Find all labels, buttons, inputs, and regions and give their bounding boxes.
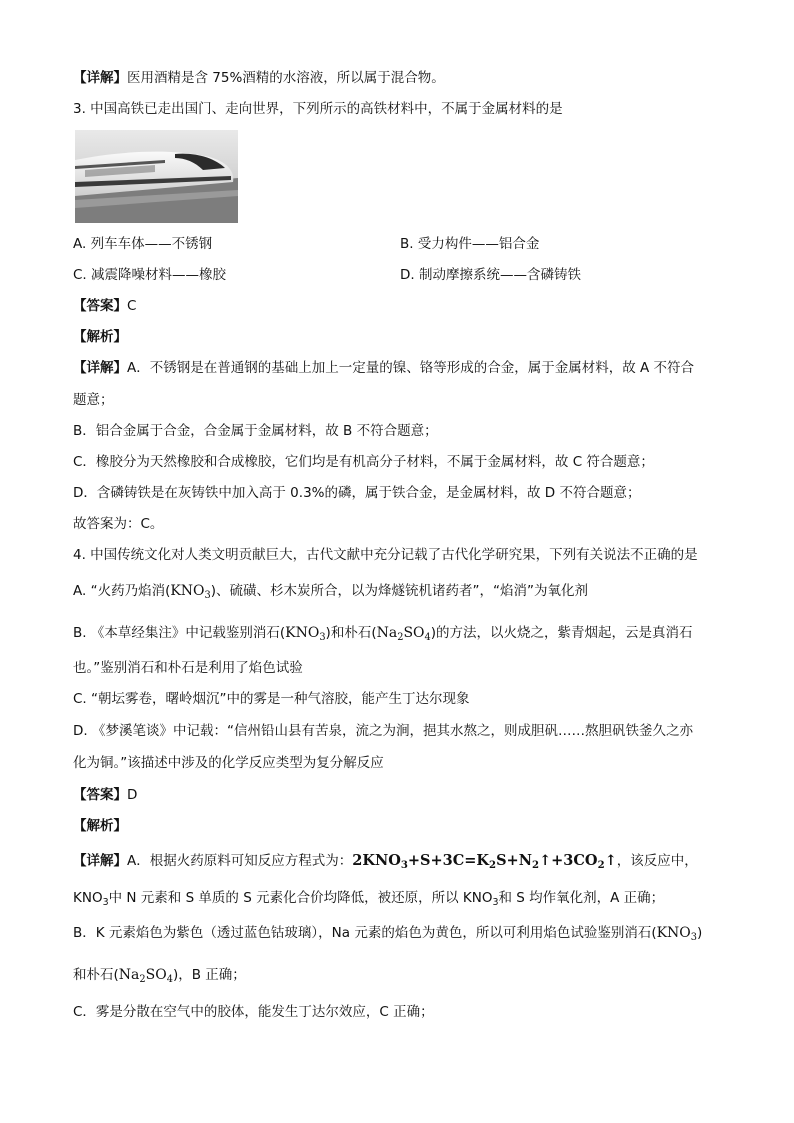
detail-3-conclusion: 故答案为：C。 — [73, 516, 164, 532]
answer-tag: 【答案】 — [73, 298, 127, 314]
question-4: 4. 中国传统文化对人类文明贡献巨大，古代文献中充分记载了古代化学研究果，下列有关说法不正确的是 — [73, 547, 698, 563]
q3-option-c: C. 减震降噪材料——橡胶 — [73, 267, 227, 283]
answer-tag: 【答案】 — [73, 787, 127, 803]
q4-a-text-end: )、硫磺、杉木炭所合，以为烽燧铳机诸药者”，“焰消”为氧化剂 — [210, 583, 589, 599]
q4-option-a — [73, 581, 588, 606]
analysis-3-heading: 【解析】 — [73, 329, 127, 345]
answer-3 — [73, 296, 136, 316]
explanation-text: 医用酒精是含 75%酒精的水溶液，所以属于混合物。 — [127, 70, 445, 86]
detail-tag: 【详解】 — [73, 360, 127, 376]
explanation-tag: 【详解】 — [73, 70, 127, 86]
formula-na2so4: $Na_2SO_4$ — [118, 967, 173, 985]
train-image — [75, 130, 238, 223]
detail-4-a-text-end: ，该反应中， — [616, 853, 698, 869]
q4-option-c: C. “朝坛雾卷，曙岭烟沉”中的雾是一种气溶胶，能产生丁达尔现象 — [73, 691, 470, 707]
detail-4-a-text: A．根据火药原料可知反应方程式为： — [127, 853, 353, 869]
q4-b-text-end: )的方法，以火烧之，紫青烟起，云是真消石 — [430, 625, 693, 641]
answer-value: C — [127, 298, 137, 314]
analysis-4-heading: 【解析】 — [73, 818, 127, 834]
formula-kno3: $KNO_3$ — [170, 583, 211, 601]
detail-3-a-cont: 题意； — [73, 392, 114, 408]
answer-4 — [73, 785, 137, 805]
q3-option-d: D. 制动摩擦系统——含磷铸铁 — [400, 267, 581, 283]
detail-4-a2-text-end: 和 S 均作氧化剂，A 正确； — [498, 890, 665, 906]
formula-kno3: $KNO_3$ — [656, 925, 698, 943]
q3-option-a: A. 列车车体——不锈钢 — [73, 236, 213, 252]
formula-kno3: $KNO_3$ — [285, 625, 326, 643]
detail-4-a — [73, 851, 698, 875]
q4-b-text: B. 《本草经集注》中记载鉴别消石( — [73, 625, 286, 641]
detail-tag: 【详解】 — [73, 853, 127, 869]
answer-value: D — [127, 787, 138, 803]
q4-option-d: D. 《梦溪笔谈》中记载：“信州铅山县有苦泉，流之为涧，挹其水熬之，则成胆矾……熬胆矾铁釜久之亦 — [73, 723, 693, 739]
detail-3-d: D．含磷铸铁是在灰铸铁中加入高于 0.3%的磷，属于铁合金，是金属材料，故 D 不符合题意； — [73, 485, 641, 501]
q4-option-b — [73, 623, 693, 648]
explanation-line — [73, 68, 445, 88]
detail-3-a — [73, 358, 694, 378]
question-3: 3. 中国高铁已走出国门、走向世界，下列所示的高铁材料中，不属于金属材料的是 — [73, 101, 563, 117]
detail-4-b2-text: 和朴石( — [73, 967, 119, 983]
detail-3-a-text: A．不锈钢是在普通钢的基础上加上一定量的镍、铬等形成的合金，属于金属材料，故 A 不符合 — [127, 360, 695, 376]
q4-a-text: A. “火药乃焰消( — [73, 583, 171, 599]
detail-4-b: B．K 元素焰色为紫色（透过蓝色钴玻璃），Na 元素的焰色为黄色，所以可利用焰色试验鉴别消石$(KNO_3)$ — [73, 925, 703, 943]
detail-4-c: C．雾是分散在空气中的胶体，能发生丁达尔效应，C 正确； — [73, 1004, 434, 1020]
reaction-equation: $2KNO_3+S+3C=K_2S+N_2↑+3CO_2↑$ — [352, 852, 617, 871]
formula-na2so4: $Na_2SO_4$ — [376, 625, 431, 643]
detail-4-b2-text-end: )，B 正确； — [172, 967, 246, 983]
detail-4-a-cont: $KNO_3$中 N 元素和 S 单质的 S 元素化合价均降低，被还原，所以 $KNO_3$和 S 均作氧化剂，A 正确； — [73, 890, 665, 908]
detail-3-c: C．橡胶分为天然橡胶和合成橡胶，它们均是有机高分子材料，不属于金属材料，故 C 符合题意； — [73, 454, 654, 470]
q4-option-d-cont: 化为铜。”该描述中涉及的化学反应类型为复分解反应 — [73, 755, 384, 771]
q4-option-b-cont: 也。”鉴别消石和朴石是利用了焰色试验 — [73, 660, 303, 676]
detail-4-b-cont — [73, 965, 246, 990]
formula-kno3: $KNO_3$ — [73, 890, 109, 908]
detail-4-b-text: B．K 元素焰色为紫色（透过蓝色钴玻璃），Na 元素的焰色为黄色，所以可利用焰色试验鉴别消石( — [73, 925, 657, 941]
q4-b-text-mid: )和朴石( — [325, 625, 377, 641]
q3-option-b: B. 受力构件——铝合金 — [400, 236, 540, 252]
detail-3-b: B．铝合金属于合金，合金属于金属材料，故 B 不符合题意； — [73, 423, 438, 439]
detail-4-a2-text: 中 N 元素和 S 单质的 S 元素化合价均降低，被还原，所以 KNO — [108, 890, 493, 906]
